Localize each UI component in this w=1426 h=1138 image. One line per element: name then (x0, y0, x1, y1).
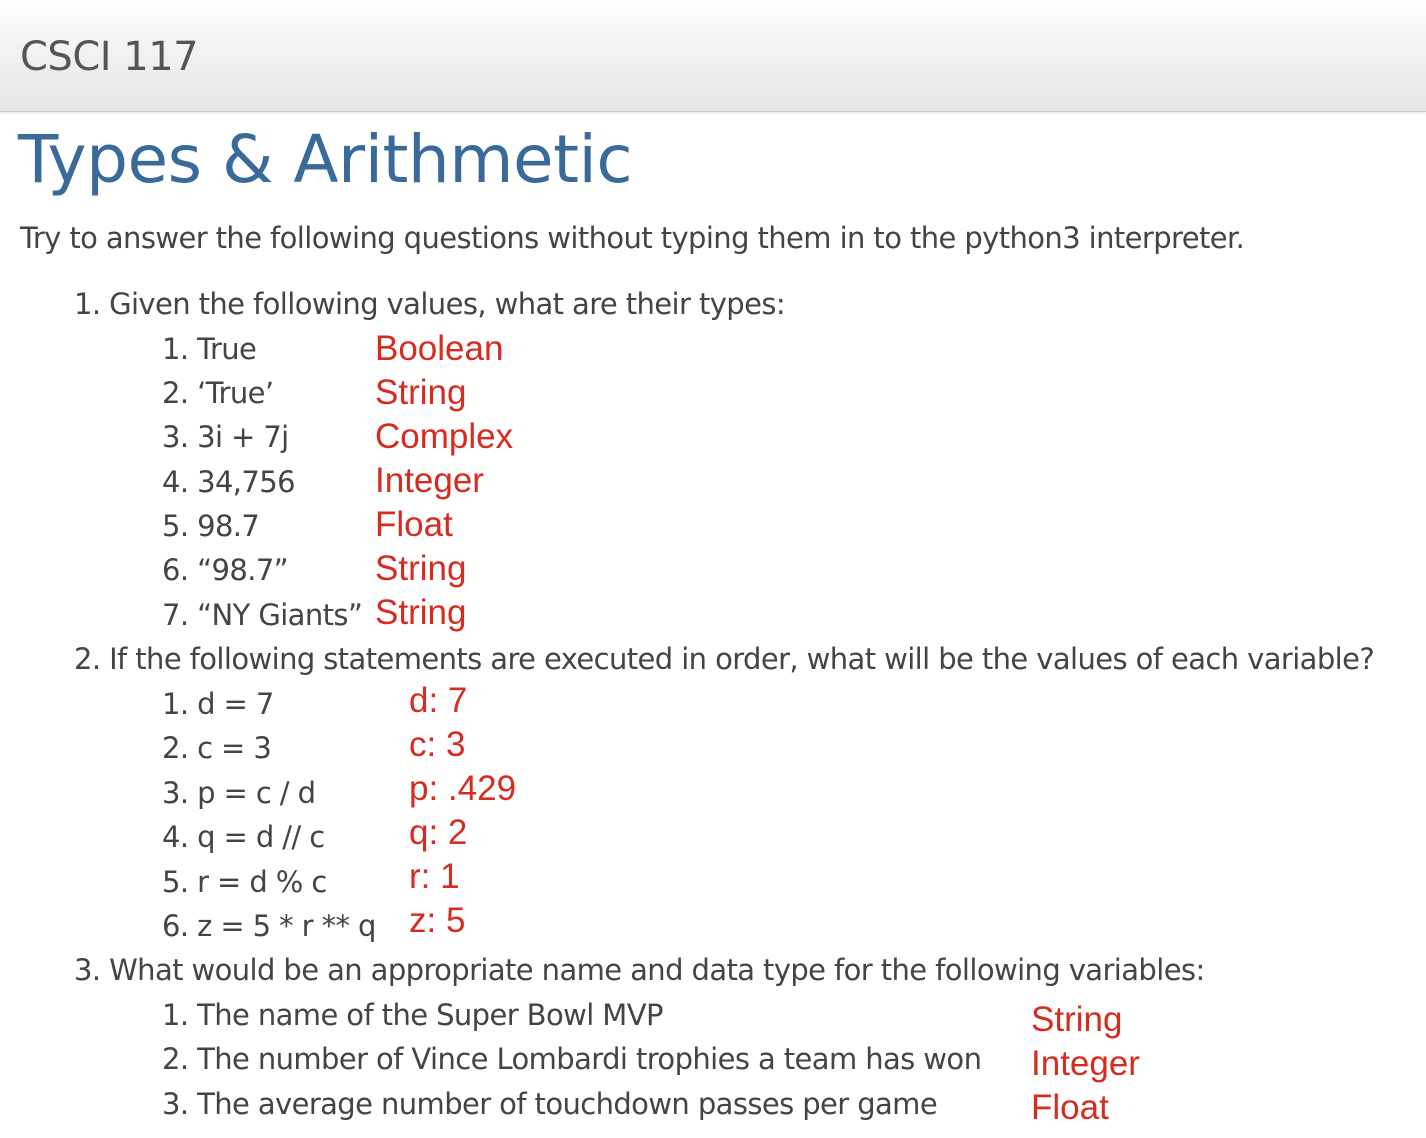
question-1-item: 6. “98.7” (162, 553, 289, 587)
page-title: Types & Arithmetic (18, 121, 633, 198)
answer-2-4: q: 2 (409, 813, 468, 852)
question-2-item: 1. d = 7 (162, 687, 274, 721)
answer-1-7: String (375, 593, 467, 632)
question-1-item: 2. ‘True’ (162, 376, 274, 410)
question-1-item: 3. 3i + 7j (162, 420, 289, 454)
answer-1-2: String (375, 373, 467, 412)
question-1-item: 5. 98.7 (162, 509, 260, 543)
question-2: 2. If the following statements are executed in order, what will be the values of each variable? (74, 642, 1375, 676)
question-3-item: 2. The number of Vince Lombardi trophies a team has won (162, 1042, 982, 1076)
question-2-item: 3. p = c / d (162, 776, 316, 810)
answer-2-2: c: 3 (409, 725, 466, 764)
question-2-item: 2. c = 3 (162, 731, 272, 765)
intro-text: Try to answer the following questions without typing them in to the python3 interpreter. (20, 221, 1245, 255)
header-bar (0, 0, 1426, 112)
answer-1-5: Float (375, 505, 453, 544)
answer-3-3: Float (1031, 1088, 1109, 1127)
question-1-item: 4. 34,756 (162, 465, 295, 499)
question-3-item: 1. The name of the Super Bowl MVP (162, 998, 663, 1032)
question-1-item: 7. “NY Giants” (162, 598, 363, 632)
answer-1-3: Complex (375, 417, 514, 456)
question-2-item: 5. r = d % c (162, 865, 327, 899)
answer-2-1: d: 7 (409, 681, 468, 720)
answer-1-4: Integer (375, 461, 484, 500)
answer-1-1: Boolean (375, 329, 504, 368)
answer-2-6: z: 5 (409, 901, 466, 940)
answer-1-6: String (375, 549, 467, 588)
answer-3-2: Integer (1031, 1044, 1140, 1083)
answer-2-3: p: .429 (409, 769, 517, 808)
answer-3-1: String (1031, 1000, 1123, 1039)
question-1-item: 1. True (162, 332, 257, 366)
question-2-item: 4. q = d // c (162, 820, 325, 854)
course-title: CSCI 117 (20, 34, 199, 80)
question-3: 3. What would be an appropriate name and data type for the following variables: (74, 953, 1205, 987)
answer-2-5: r: 1 (409, 857, 460, 896)
question-1: 1. Given the following values, what are their types: (74, 287, 786, 321)
question-3-item: 3. The average number of touchdown passes per game (162, 1087, 938, 1121)
question-2-item: 6. z = 5 * r ** q (162, 909, 376, 943)
